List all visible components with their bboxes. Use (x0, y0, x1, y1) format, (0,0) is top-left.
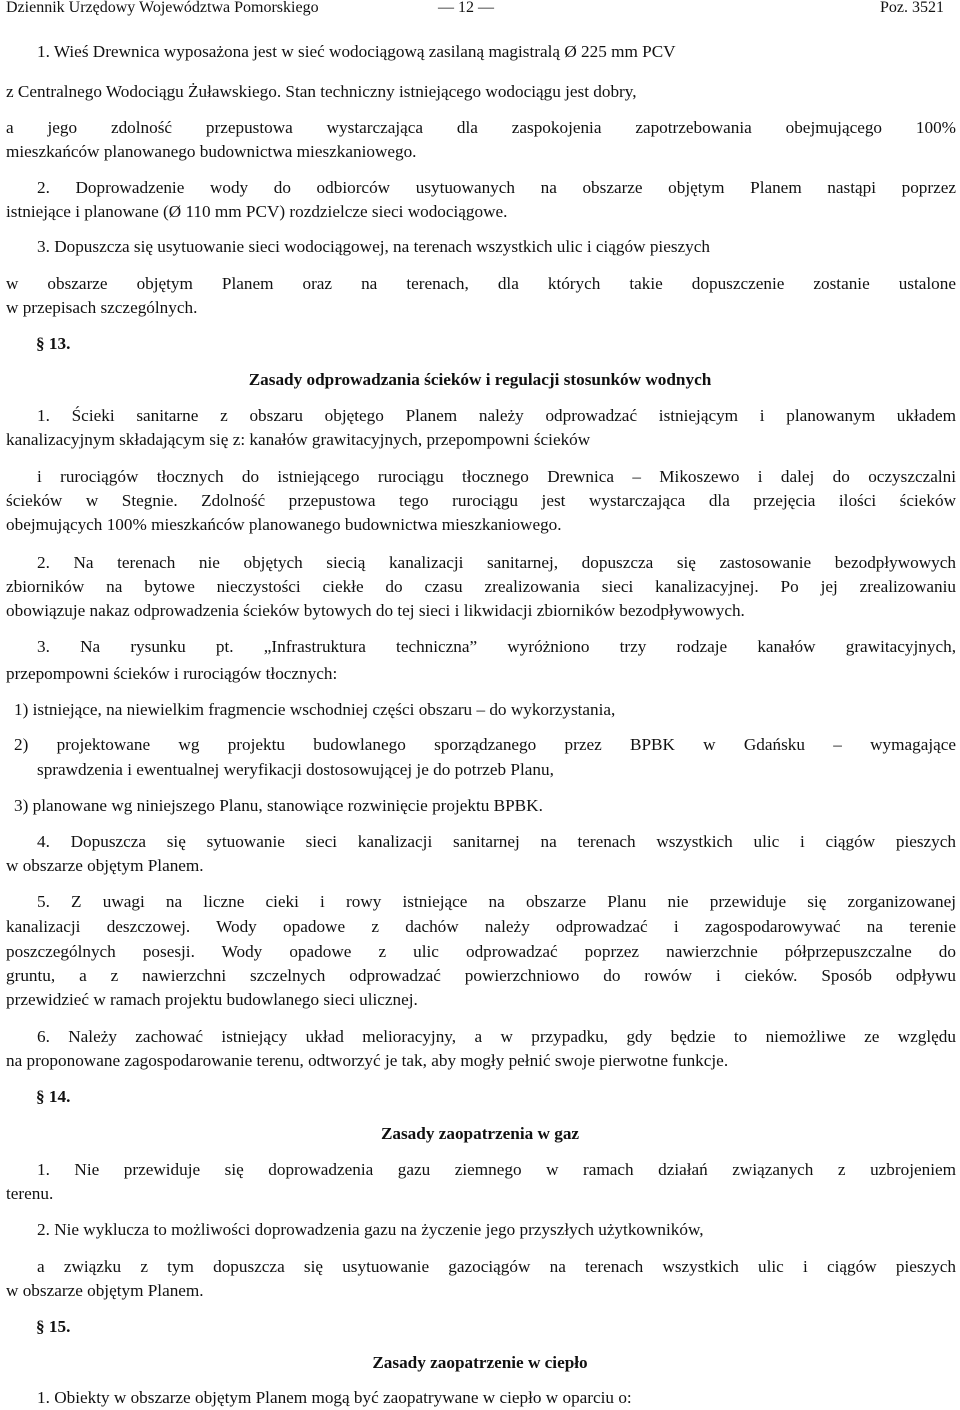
paragraph-line: obowiązuje nakaz odprowadzenia ścieków bytowych do tej sieci i likwidacji zbiorników bezodpływowych. (6, 601, 745, 620)
section-title: Zasady odprowadzania ścieków i regulacji stosunków wodnych (248, 370, 712, 389)
paragraph-line: 1. Wieś Drewnica wyposażona jest w sieć wodociągową zasilaną magistralą Ø 225 mm PCV (37, 42, 676, 61)
section-title: Zasady zaopatrzenia w gaz (380, 1124, 580, 1143)
paragraph-line: 3. Dopuszcza się usytuowanie sieci wodociągowej, na terenach wszystkich ulic i ciągów pieszych (37, 237, 710, 256)
paragraph-line: w obszarze objętym Planem. (6, 856, 204, 875)
list-item: 2) projektowane wg projektu budowlanego sporządzanego przez BPBK w Gdańsku – wymagające (14, 735, 956, 754)
paragraph-line: kanalizacji deszczowej. Wody opadowe z dachów należy odprowadzać i zagospodarowywać na terenie (6, 917, 956, 936)
page-number: — 12 — (438, 0, 494, 16)
section-number: § 14. (36, 1087, 71, 1106)
paragraph-line: 5. Z uwagi na liczne cieki i rowy istniejące na obszarze Planu nie przewiduje się zorganizowanej (37, 892, 956, 911)
paragraph-line: na proponowane zagospodarowanie terenu, odtworzyć je tak, aby mogły pełnić swoje pierwotne funkcje. (6, 1051, 729, 1070)
journal-name: Dziennik Urzędowy Województwa Pomorskiego (6, 0, 319, 16)
position-number: Poz. 3521 (880, 0, 944, 16)
paragraph-line: kanalizacyjnym składającym się z: kanałów grawitacyjnych, przepompowni ścieków (6, 430, 591, 449)
paragraph-line: 4. Dopuszcza się sytuowanie sieci kanalizacji sanitarnej na terenach wszystkich ulic i ciągów pieszych (37, 832, 956, 851)
paragraph-line: zbiorników na bytowe nieczystości ciekłe do czasu zrealizowania sieci kanalizacyjnej. Po jej zrealizowaniu (6, 577, 956, 596)
list-item: 1) istniejące, na niewielkim fragmencie wschodniej części obszaru – do wykorzystania, (14, 700, 616, 719)
paragraph-line: terenu. (6, 1184, 54, 1203)
paragraph-line: 2. Doprowadzenie wody do odbiorców usytuowanych na obszarze objętym Planem nastąpi poprzez (37, 178, 956, 197)
paragraph-line: przepompowni ścieków i rurociągów tłocznych: (6, 664, 338, 683)
list-item-continuation: sprawdzenia i ewentualnej weryfikacji dostosowującej je do potrzeb Planu, (37, 760, 554, 779)
paragraph-line: 1. Obiekty w obszarze objętym Planem mogą być zaopatrywane w ciepło w oparciu o: (37, 1388, 632, 1407)
section-number: § 13. (36, 334, 71, 353)
paragraph-line: a związku z tym dopuszcza się usytuowanie gazociągów na terenach wszystkich ulic i ciągów pieszych (37, 1257, 956, 1276)
paragraph-line: 2. Na terenach nie objętych siecią kanalizacji sanitarnej, dopuszcza się zastosowanie bezodpływowych (37, 553, 956, 572)
paragraph-line: w przepisach szczególnych. (6, 298, 198, 317)
paragraph-line: 3. Na rysunku pt. „Infrastruktura techniczna” wyróżniono trzy rodzaje kanałów grawitacyjnych, (37, 637, 956, 656)
paragraph-line: poszczególnych posesji. Wody opadowe z ulic odprowadzać poprzez nawierzchnie półprzepuszczalne do (6, 942, 956, 961)
paragraph-line: gruntu, a z nawierzchni szczelnych odprowadzać powierzchniowo do rowów i cieków. Sposób odpływu (6, 966, 956, 985)
paragraph-line: ścieków w Stegnie. Zdolność przepustowa tego rurociągu jest wystarczająca dla przejęcia ilości ścieków (6, 491, 956, 510)
paragraph-line: w obszarze objętym Planem oraz na terenach, dla których takie dopuszczenie zostanie ustalone (6, 274, 956, 293)
paragraph-line: z Centralnego Wodociągu Żuławskiego. Stan techniczny istniejącego wodociągu jest dobry, (6, 82, 637, 101)
paragraph-line: 2. Nie wyklucza to możliwości doprowadzenia gazu na życzenie jego przyszłych użytkowników, (37, 1220, 704, 1239)
paragraph-line: i rurociągów tłocznych do istniejącego rurociągu tłocznego Drewnica – Mikoszewo i dalej do oczyszczalni (37, 467, 956, 486)
paragraph-line: 1. Ścieki sanitarne z obszaru objętego Planem należy odprowadzać istniejącym i planowanym układem (37, 406, 956, 425)
paragraph-line: a jego zdolność przepustowa wystarczająca dla zaspokojenia zapotrzebowania obejmującego 100% (6, 118, 956, 137)
paragraph-line: mieszkańców planowanego budownictwa mieszkaniowego. (6, 142, 417, 161)
paragraph-line: 6. Należy zachować istniejący układ melioracyjny, a w przypadku, gdy będzie to niemożliwe ze względu (37, 1027, 956, 1046)
paragraph-line: w obszarze objętym Planem. (6, 1281, 204, 1300)
section-title: Zasady zaopatrzenie w ciepło (372, 1353, 588, 1372)
paragraph-line: 1. Nie przewiduje się doprowadzenia gazu ziemnego w ramach działań związanych z uzbrojeniem (37, 1160, 956, 1179)
paragraph-line: istniejące i planowane (Ø 110 mm PCV) rozdzielcze sieci wodociągowe. (6, 202, 508, 221)
list-item: 3) planowane wg niniejszego Planu, stanowiące rozwinięcie projektu BPBK. (14, 796, 543, 815)
section-number: § 15. (36, 1317, 71, 1336)
paragraph-line: przewidzieć w ramach projektu budowlanego sieci ulicznej. (6, 990, 418, 1009)
paragraph-line: obejmujących 100% mieszkańców planowanego budownictwa mieszkaniowego. (6, 515, 562, 534)
